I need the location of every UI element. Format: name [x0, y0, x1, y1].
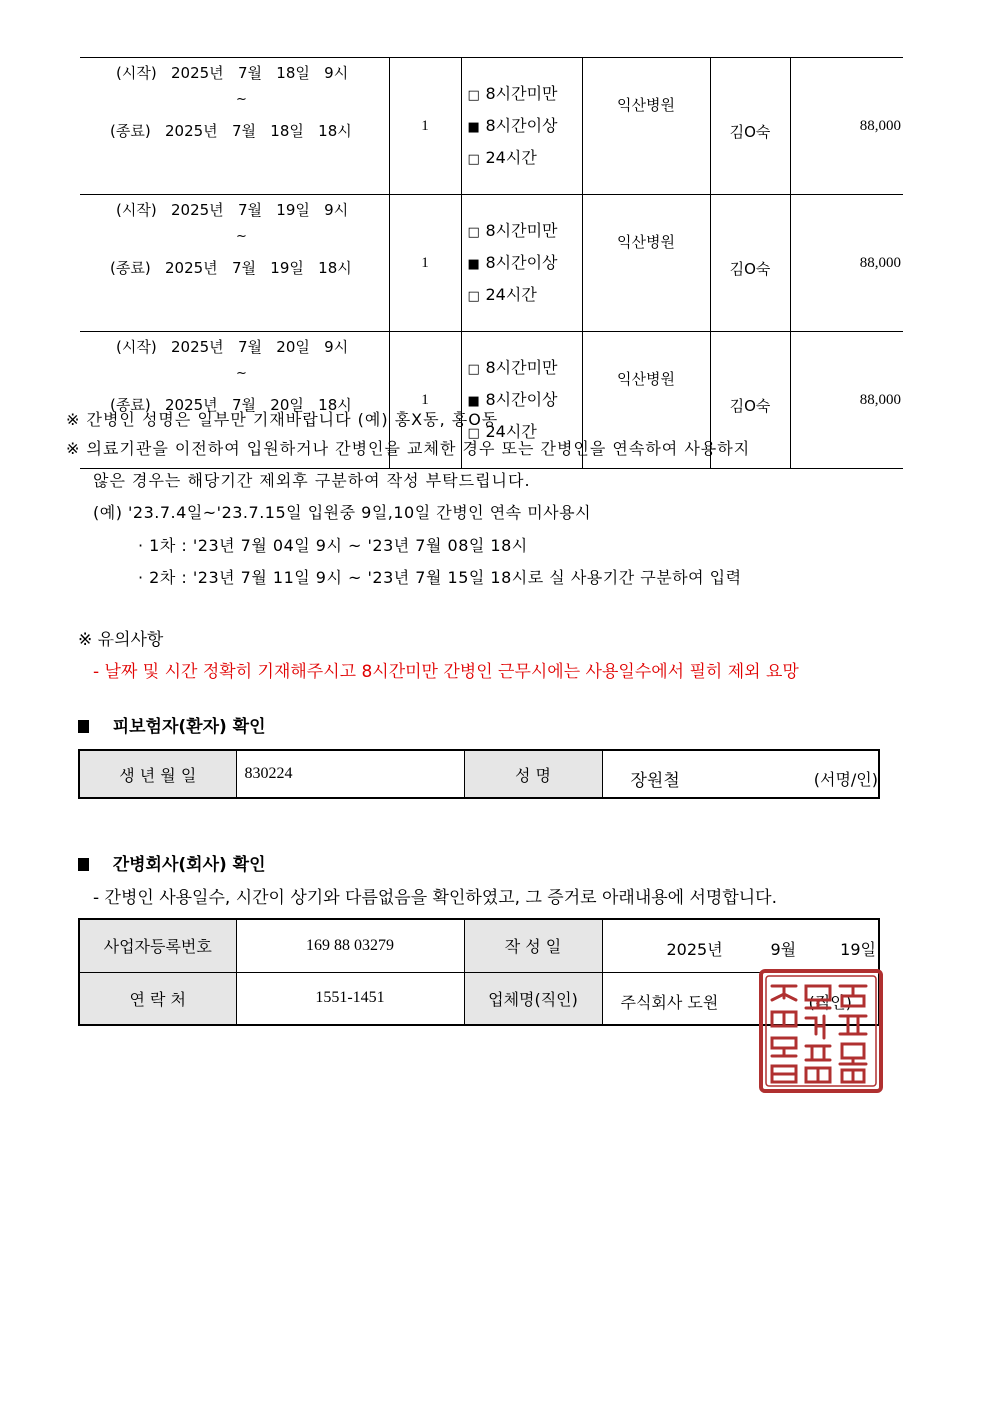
- square-bullet-icon: [78, 858, 89, 871]
- care-type-label: 24시간: [485, 285, 537, 304]
- checkbox-icon: □: [467, 289, 480, 304]
- patient-name: 장원철: [630, 771, 680, 791]
- caution-title: ※ 유의사항: [78, 630, 164, 650]
- sign-label: (서명/인): [813, 770, 878, 789]
- contact-value: 1551-1451: [236, 972, 464, 1025]
- note-2: [66, 436, 750, 459]
- care-type-option: [468, 247, 582, 279]
- reference-mark-icon: ※: [66, 439, 81, 458]
- hospital-cell: 익산병원: [582, 332, 710, 469]
- reference-mark-icon: ※: [66, 410, 81, 429]
- checkbox-icon: □: [467, 225, 480, 240]
- reg-number-label: 사업자등록번호: [79, 919, 236, 972]
- checkbox-icon: □: [467, 362, 480, 377]
- date-label: 작 성 일: [464, 919, 602, 972]
- hospital-cell: 익산병원: [582, 58, 710, 195]
- date-cell: [602, 919, 879, 972]
- note-text: 간병인 성명은 일부만 기재바랍니다 (예) 홍X동, 홍O동: [86, 410, 499, 429]
- example-line-1: · 1차 : '23년 7월 04일 9시 ~ '23년 7월 08일 18시: [138, 536, 528, 555]
- period-cell: [80, 58, 389, 195]
- period-cell: [80, 195, 389, 332]
- care-type-cell: [461, 58, 582, 195]
- care-type-label: 8시간미만: [485, 84, 558, 103]
- square-bullet-icon: [78, 720, 89, 733]
- period-end: (종료) 2025년 7월 18일 18시: [110, 122, 352, 140]
- care-type-cell: [461, 195, 582, 332]
- checkbox-icon: □: [467, 88, 480, 103]
- care-type-label: 8시간이상: [485, 390, 558, 409]
- name-label: 성 명: [464, 750, 602, 798]
- care-type-option: [468, 78, 582, 110]
- checkbox-icon: □: [467, 426, 480, 441]
- example-line-2: · 2차 : '23년 7월 11일 9시 ~ '23년 7월 15일 18시로 실 사용기간 구분하여 입력: [138, 568, 742, 587]
- company-description: - 간병인 사용일수, 시간이 상기와 다름없음을 확인하였고, 그 증거로 아래내용에 서명합니다.: [93, 888, 777, 908]
- date-month: 9월: [770, 940, 797, 959]
- company-name-label: 업체명(직인): [464, 972, 602, 1025]
- patient-heading: [78, 712, 266, 737]
- care-type-label: 24시간: [485, 148, 537, 167]
- care-type-label: 8시간미만: [485, 221, 558, 240]
- company-heading: [78, 850, 266, 875]
- hospital-cell: 익산병원: [582, 195, 710, 332]
- care-type-label: 8시간미만: [485, 358, 558, 377]
- date-day: 19일: [840, 940, 876, 959]
- patient-table: [78, 749, 880, 799]
- period-end: (종료) 2025년 7월 20일 18시: [110, 396, 352, 414]
- date-year: 2025년: [666, 940, 723, 959]
- care-type-label: 8시간이상: [485, 116, 558, 135]
- company-name: 주식회사 도원: [620, 992, 719, 1012]
- seal-label: (직인): [808, 992, 852, 1012]
- table-row: [80, 195, 903, 332]
- care-type-label: 8시간이상: [485, 253, 558, 272]
- amount-cell: 88,000: [790, 332, 903, 469]
- period-end: (종료) 2025년 7월 19일 18시: [110, 259, 352, 277]
- care-type-option: [468, 279, 582, 311]
- caregiver-cell: 김O숙: [710, 332, 790, 469]
- checkbox-icon: ■: [467, 394, 480, 409]
- care-type-option: [468, 215, 582, 247]
- company-heading-text: 간병회사(회사) 확인: [112, 855, 266, 875]
- period-start: (시작) 2025년 7월 19일 9시: [116, 201, 349, 219]
- note-text: 의료기관을 이전하여 입원하거나 간병인을 교체한 경우 또는 간병인을 연속하여 사용하지: [86, 439, 751, 458]
- note-1: [66, 407, 498, 430]
- checkbox-icon: □: [467, 152, 480, 167]
- period-tilde: ~: [236, 229, 247, 244]
- period-tilde: ~: [236, 92, 247, 107]
- care-type-label: 24시간: [485, 422, 537, 441]
- amount-cell: 88,000: [790, 195, 903, 332]
- checkbox-icon: ■: [467, 257, 480, 272]
- birth-date-value: 830224: [236, 750, 464, 798]
- days-cell: 1: [389, 58, 461, 195]
- patient-heading-text: 피보험자(환자) 확인: [112, 717, 266, 737]
- checkbox-icon: ■: [467, 120, 480, 135]
- birth-date-label: 생 년 월 일: [79, 750, 236, 798]
- contact-label: 연 락 처: [79, 972, 236, 1025]
- table-row: [80, 58, 903, 195]
- caregiver-cell: 김O숙: [710, 58, 790, 195]
- period-start: (시작) 2025년 7월 20일 9시: [116, 338, 349, 356]
- company-seal-icon: [758, 968, 884, 1094]
- amount-cell: 88,000: [790, 58, 903, 195]
- period-tilde: ~: [236, 366, 247, 381]
- name-cell: [602, 750, 879, 798]
- note-2-continued: 않은 경우는 해당기간 제외후 구분하여 작성 부탁드립니다.: [93, 471, 531, 490]
- reg-number-value: 169 88 03279: [236, 919, 464, 972]
- example-heading: (예) '23.7.4일~'23.7.15일 입원중 9일,10일 간병인 연속 미사용시: [93, 503, 592, 522]
- days-cell: 1: [389, 195, 461, 332]
- caution-text: - 날짜 및 시간 정확히 기재해주시고 8시간미만 간병인 근무시에는 사용일수에서 필히 제외 요망: [93, 662, 799, 682]
- care-type-option: [468, 110, 582, 142]
- caregiver-cell: 김O숙: [710, 195, 790, 332]
- period-start: (시작) 2025년 7월 18일 9시: [116, 64, 349, 82]
- days-cell: 1: [389, 332, 461, 469]
- care-type-option: [468, 142, 582, 174]
- care-type-option: [468, 352, 582, 384]
